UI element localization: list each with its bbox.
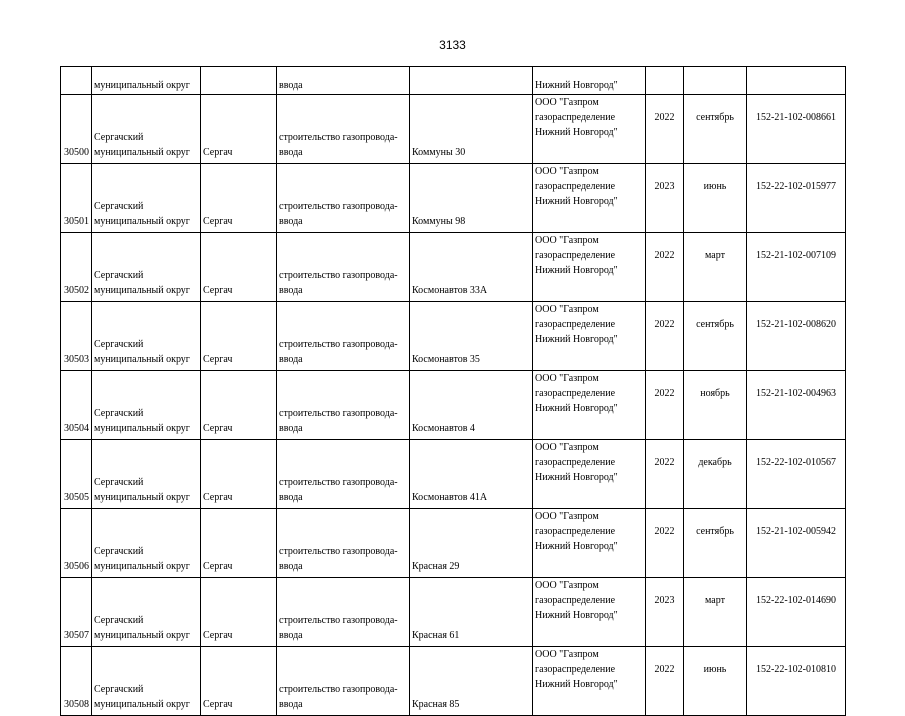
cell-company-line: Нижний Новгород" — [535, 472, 618, 483]
table-row — [61, 233, 846, 302]
cell-company-line: ООО "Газпром — [535, 373, 599, 384]
cell-year: 2022 — [646, 302, 684, 371]
cell-district — [92, 233, 201, 302]
cell-locality: Сергач — [201, 233, 277, 302]
cell-code: 152-21-102-004963 — [747, 371, 846, 440]
cell-district-line: муниципальный округ — [94, 423, 190, 434]
cell-code: 152-21-102-008661 — [747, 95, 846, 164]
cell-work — [277, 647, 410, 716]
cell-company — [533, 233, 646, 302]
page-number: 3133 — [439, 38, 466, 52]
cell-work-line: строительство газопровода- — [279, 615, 398, 626]
cell-month: сентябрь — [684, 302, 747, 371]
table-row — [61, 578, 846, 647]
cell-district-line: муниципальный округ — [94, 492, 190, 503]
cell-num: 30503 — [61, 302, 92, 371]
cell-code: 152-22-102-015977 — [747, 164, 846, 233]
cell-num: 30501 — [61, 164, 92, 233]
cell-district-line: муниципальный округ — [94, 699, 190, 710]
cell-company-line: ООО "Газпром — [535, 442, 599, 453]
cell-company-line: газораспределение — [535, 388, 616, 399]
cell-work — [277, 371, 410, 440]
cell-month: ноябрь — [684, 371, 747, 440]
cell-work-line: строительство газопровода- — [279, 270, 398, 281]
cell-district-line: Сергачский — [94, 270, 144, 281]
cell-company — [533, 164, 646, 233]
cell-work-line: строительство газопровода- — [279, 684, 398, 695]
cell-num: 30504 — [61, 371, 92, 440]
cell-month: март — [684, 578, 747, 647]
cell-work-line: ввода — [279, 285, 303, 296]
cell-work-line: строительство газопровода- — [279, 546, 398, 557]
cell-work-line: ввода — [279, 561, 303, 572]
cell-num — [61, 67, 92, 95]
cell-district-line: Сергачский — [94, 132, 144, 143]
cell-locality: Сергач — [201, 302, 277, 371]
cell-company-line: газораспределение — [535, 181, 616, 192]
cell-num: 30508 — [61, 647, 92, 716]
table-row — [61, 371, 846, 440]
cell-district — [92, 509, 201, 578]
cell-work — [277, 440, 410, 509]
cell-locality — [201, 67, 277, 95]
cell-work — [277, 164, 410, 233]
cell-code — [747, 67, 846, 95]
cell-address: Коммуны 98 — [410, 164, 533, 233]
cell-district-line: муниципальный округ — [94, 630, 190, 641]
cell-company-line: Нижний Новгород" — [535, 403, 618, 414]
cell-num: 30505 — [61, 440, 92, 509]
cell-district-line: Сергачский — [94, 477, 144, 488]
cell-company-line: ООО "Газпром — [535, 649, 599, 660]
cell-address — [410, 67, 533, 95]
cell-year: 2022 — [646, 233, 684, 302]
cell-year: 2022 — [646, 509, 684, 578]
cell-locality: Сергач — [201, 578, 277, 647]
cell-work — [277, 509, 410, 578]
cell-work-line: строительство газопровода- — [279, 201, 398, 212]
cell-company — [533, 509, 646, 578]
cell-locality: Сергач — [201, 440, 277, 509]
cell-code: 152-21-102-007109 — [747, 233, 846, 302]
cell-locality: Сергач — [201, 164, 277, 233]
cell-company — [533, 371, 646, 440]
continuation-row — [61, 67, 846, 95]
cell-num: 30502 — [61, 233, 92, 302]
cell-num: 30507 — [61, 578, 92, 647]
cell-company-line: Нижний Новгород" — [535, 610, 618, 621]
cell-address: Космонавтов 35 — [410, 302, 533, 371]
cell-district-line: Сергачский — [94, 201, 144, 212]
cell-work-line: ввода — [279, 354, 303, 365]
cell-work — [277, 95, 410, 164]
cell-work-line: ввода — [279, 423, 303, 434]
cell-district — [92, 647, 201, 716]
cell-district-line: Сергачский — [94, 684, 144, 695]
cell-work-line: ввода — [279, 147, 303, 158]
cell-company-line: Нижний Новгород" — [535, 265, 618, 276]
cell-company-line: ООО "Газпром — [535, 580, 599, 591]
cell-address: Красная 61 — [410, 578, 533, 647]
cell-month: декабрь — [684, 440, 747, 509]
cell-code: 152-22-102-010810 — [747, 647, 846, 716]
cell-company-line: газораспределение — [535, 457, 616, 468]
cell-year: 2023 — [646, 164, 684, 233]
cell-address: Красная 85 — [410, 647, 533, 716]
cell-company-line: газораспределение — [535, 664, 616, 675]
cell-company-line: Нижний Новгород" — [535, 541, 618, 552]
cell-locality: Сергач — [201, 509, 277, 578]
cell-locality: Сергач — [201, 95, 277, 164]
cell-work-line: строительство газопровода- — [279, 408, 398, 419]
cell-district-line: Сергачский — [94, 339, 144, 350]
cell-work-line: строительство газопровода- — [279, 477, 398, 488]
cell-work-line: ввода — [279, 699, 303, 710]
cell-locality: Сергач — [201, 647, 277, 716]
cell-company-line: Нижний Новгород" — [535, 679, 618, 690]
table-row — [61, 440, 846, 509]
cell-work-line: ввода — [279, 492, 303, 503]
table-row — [61, 509, 846, 578]
cell-district — [92, 164, 201, 233]
cell-company-line: ООО "Газпром — [535, 166, 599, 177]
cell-company-line: Нижний Новгород" — [535, 196, 618, 207]
cell-address: Космонавтов 41А — [410, 440, 533, 509]
cell-work — [277, 578, 410, 647]
cell-district-line: Сергачский — [94, 408, 144, 419]
cell-company-line: ООО "Газпром — [535, 235, 599, 246]
cell-address: Космонавтов 4 — [410, 371, 533, 440]
cell-district — [92, 578, 201, 647]
cell-company-line: Нижний Новгород" — [535, 127, 618, 138]
cell-month: июнь — [684, 164, 747, 233]
table-row — [61, 647, 846, 716]
cell-district-line: Сергачский — [94, 546, 144, 557]
cell-month: март — [684, 233, 747, 302]
cell-district — [92, 440, 201, 509]
cell-month: сентябрь — [684, 95, 747, 164]
cell-month: июнь — [684, 647, 747, 716]
cell-company-line: ООО "Газпром — [535, 511, 599, 522]
cell-work-line: ввода — [279, 630, 303, 641]
table-row — [61, 95, 846, 164]
table-row — [61, 164, 846, 233]
cell-district-line: муниципальный округ — [94, 561, 190, 572]
cell-address: Красная 29 — [410, 509, 533, 578]
cell-company-line: газораспределение — [535, 319, 616, 330]
cell-address: Космонавтов 33А — [410, 233, 533, 302]
cell-year: 2022 — [646, 95, 684, 164]
cell-work-line: строительство газопровода- — [279, 132, 398, 143]
cell-company-line: Нижний Новгород" — [535, 334, 618, 345]
cell-company-line: газораспределение — [535, 526, 616, 537]
cell-district-line: муниципальный округ — [94, 285, 190, 296]
cell-code: 152-22-102-014690 — [747, 578, 846, 647]
cell-district — [92, 95, 201, 164]
cell-locality: Сергач — [201, 371, 277, 440]
cell-district-line: муниципальный округ — [94, 216, 190, 227]
cell-company: Нижний Новгород" — [533, 67, 646, 95]
cell-company-line: газораспределение — [535, 112, 616, 123]
cell-code: 152-21-102-008620 — [747, 302, 846, 371]
cell-company-line: ООО "Газпром — [535, 97, 599, 108]
cell-company-line: газораспределение — [535, 250, 616, 261]
cell-address: Коммуны 30 — [410, 95, 533, 164]
cell-code: 152-21-102-005942 — [747, 509, 846, 578]
cell-company — [533, 647, 646, 716]
cell-num: 30500 — [61, 95, 92, 164]
cell-work: ввода — [277, 67, 410, 95]
cell-district-line: Сергачский — [94, 615, 144, 626]
cell-company-line: ООО "Газпром — [535, 304, 599, 315]
cell-work — [277, 302, 410, 371]
cell-district — [92, 302, 201, 371]
cell-month: сентябрь — [684, 509, 747, 578]
cell-month — [684, 67, 747, 95]
cell-year: 2023 — [646, 578, 684, 647]
cell-district-line: муниципальный округ — [94, 354, 190, 365]
cell-year: 2022 — [646, 440, 684, 509]
cell-company — [533, 578, 646, 647]
cell-year: 2022 — [646, 647, 684, 716]
cell-district-line: муниципальный округ — [94, 147, 190, 158]
table-row — [61, 302, 846, 371]
cell-district: муниципальный округ — [92, 67, 201, 95]
cell-num: 30506 — [61, 509, 92, 578]
cell-code: 152-22-102-010567 — [747, 440, 846, 509]
cell-company — [533, 302, 646, 371]
cell-work — [277, 233, 410, 302]
registry-table — [60, 66, 846, 716]
cell-year: 2022 — [646, 371, 684, 440]
cell-work-line: ввода — [279, 216, 303, 227]
cell-company — [533, 440, 646, 509]
cell-company — [533, 95, 646, 164]
cell-company-line: газораспределение — [535, 595, 616, 606]
cell-district — [92, 371, 201, 440]
cell-year — [646, 67, 684, 95]
cell-work-line: строительство газопровода- — [279, 339, 398, 350]
